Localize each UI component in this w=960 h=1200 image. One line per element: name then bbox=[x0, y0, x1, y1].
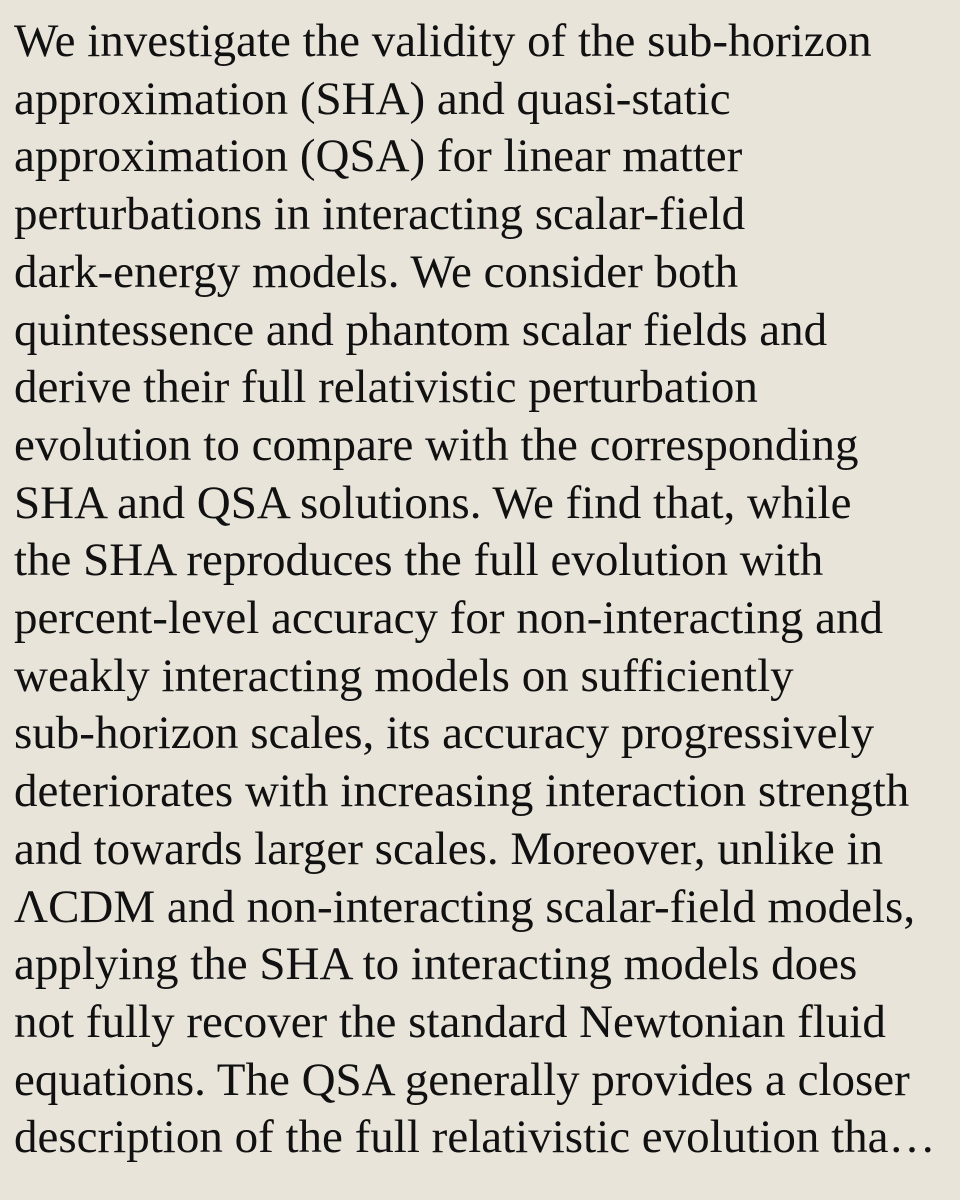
abstract-line: and towards larger scales. Moreover, unlike in bbox=[14, 822, 884, 875]
abstract-text bbox=[14, 13, 960, 1167]
abstract-line: description of the full relativistic evolution tha… bbox=[14, 1111, 936, 1164]
abstract-line: percent-level accuracy for non-interacting and bbox=[14, 592, 884, 645]
abstract-line: the SHA reproduces the full evolution with bbox=[14, 534, 824, 587]
abstract-line: perturbations in interacting scalar-field bbox=[14, 188, 746, 241]
abstract-line: not fully recover the standard Newtonian fluid bbox=[14, 995, 886, 1048]
abstract-line: SHA and QSA solutions. We find that, while bbox=[14, 476, 852, 529]
abstract-line: quintessence and phantom scalar fields and bbox=[14, 303, 828, 356]
abstract-line: deteriorates with increasing interaction strength bbox=[14, 765, 910, 818]
abstract-line: approximation (QSA) for linear matter bbox=[14, 130, 743, 183]
abstract-line: evolution to compare with the corresponding bbox=[14, 418, 859, 471]
abstract-line: approximation (SHA) and quasi-static bbox=[14, 72, 731, 125]
abstract-line: We investigate the validity of the sub-horizon bbox=[14, 15, 872, 67]
abstract-line: equations. The QSA generally provides a closer bbox=[14, 1053, 910, 1106]
abstract-line: dark-energy models. We consider both bbox=[14, 245, 739, 298]
abstract-line: ΛCDM and non-interacting scalar-field models, bbox=[14, 880, 916, 933]
abstract-line: weakly interacting models on sufficiently bbox=[14, 649, 794, 702]
abstract-line: sub-horizon scales, its accuracy progressively bbox=[14, 707, 875, 760]
abstract-line: applying the SHA to interacting models does bbox=[14, 938, 858, 991]
abstract-line: derive their full relativistic perturbation bbox=[14, 361, 758, 414]
